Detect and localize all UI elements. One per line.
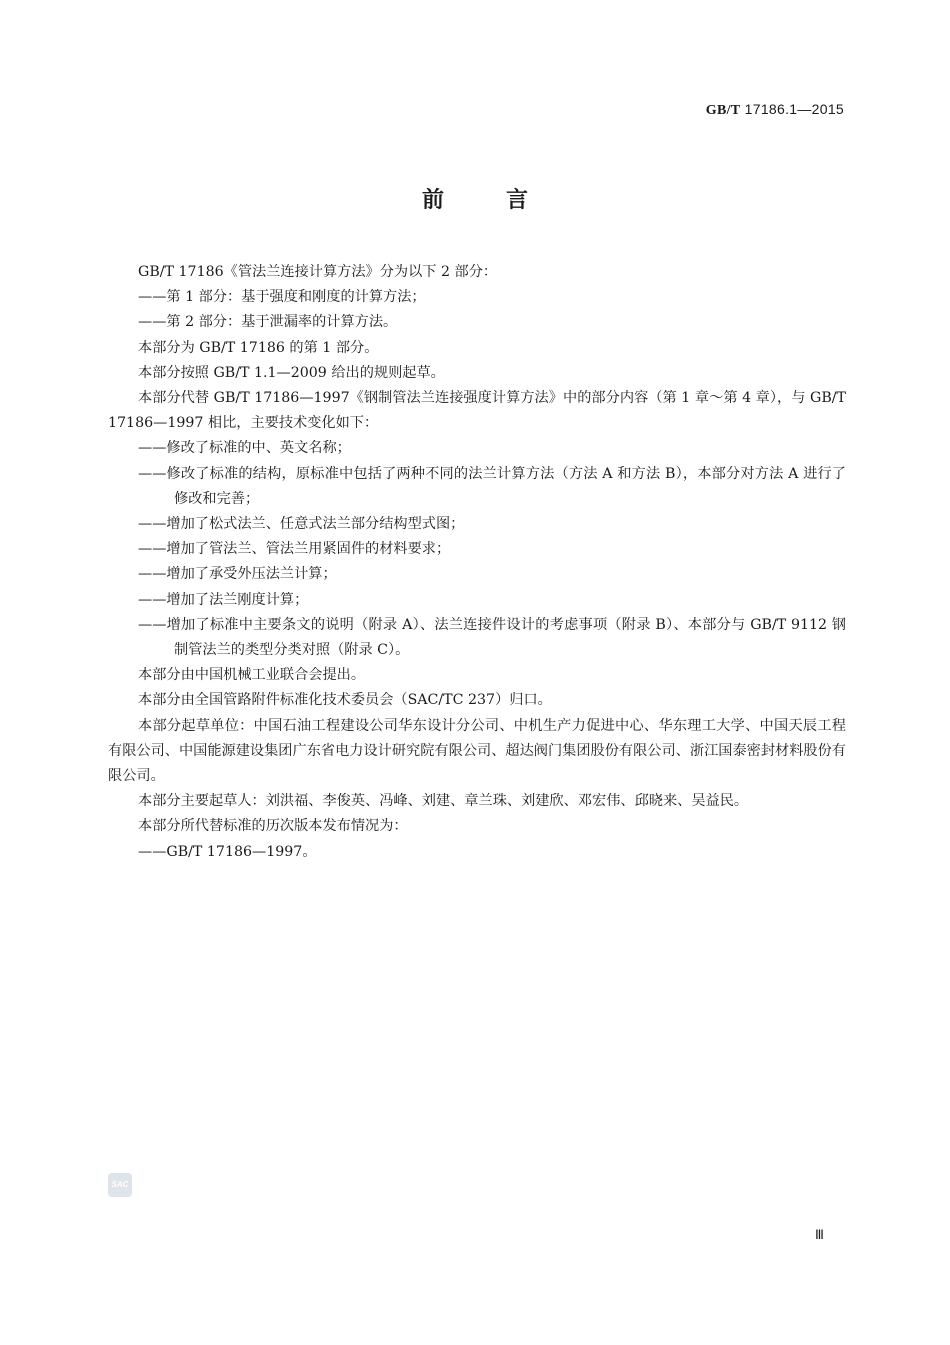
paragraph: 本部分由全国管路附件标准化技术委员会（SAC/TC 237）归口。: [138, 692, 552, 709]
list-item: ——第 2 部分：基于泄漏率的计算方法。: [138, 314, 398, 331]
list-item: ——第 1 部分：基于强度和刚度的计算方法；: [138, 289, 426, 306]
list-item: ——修改了标准的结构，原标准中包括了两种不同的法兰计算方法（方法 A 和方法 B），本部分对方法 A 进行了修改和完善；: [138, 465, 846, 507]
list-item: ——增加了法兰刚度计算；: [138, 591, 309, 608]
paragraph: 本部分按照 GB/T 1.1—2009 给出的规则起草。: [138, 364, 445, 381]
page-title: 前言: [421, 188, 590, 213]
paragraph: 本部分主要起草人：刘洪福、李俊英、冯峰、刘建、章兰珠、刘建欣、邓宏伟、邱晓来、吴益民。: [138, 793, 749, 810]
list-item: ——增加了管法兰、管法兰用紧固件的材料要求；: [138, 541, 451, 558]
list-item: ——GB/T 17186—1997。: [138, 843, 317, 860]
list-item: ——修改了标准的中、英文名称；: [138, 440, 351, 457]
list-item: ——增加了标准中主要条文的说明（附录 A）、法兰连接件设计的考虑事项（附录 B）、本部分与 GB/T 9112 钢制管法兰的类型分类对照（附录 C）。: [138, 616, 846, 659]
standard-prefix: GB/T: [705, 103, 741, 118]
standard-code-header: [706, 101, 844, 119]
paragraph: 本部分起草单位：中国石油工程建设公司华东设计分公司、中机生产力促进中心、华东理工大学、中国天辰工程有限公司、中国能源建设集团广东省电力设计研究院有限公司、超达阀门集团股份有限公司、浙江国泰密封材料股份有限公司。: [108, 717, 846, 785]
sac-logo: SAC: [108, 1173, 132, 1197]
paragraph: GB/T 17186《管法兰连接计算方法》分为以下 2 部分：: [138, 264, 498, 280]
paragraph: 本部分所代替标准的历次版本发布情况为：: [138, 818, 408, 835]
paragraph: 本部分由中国机械工业联合会提出。: [138, 667, 366, 684]
page-number: Ⅲ: [815, 1227, 824, 1242]
paragraph: 本部分为 GB/T 17186 的第 1 部分。: [138, 339, 379, 356]
list-item: ——增加了承受外压法兰计算；: [138, 566, 337, 583]
standard-number: 17186.1—2015: [744, 101, 844, 117]
list-item: ——增加了松式法兰、任意式法兰部分结构型式图；: [138, 516, 465, 533]
paragraph: 本部分代替 GB/T 17186—1997《钢制管法兰连接强度计算方法》中的部分内容（第 1 章～第 4 章），与 GB/T 17186—1997 相比，主要技术变化如下：: [108, 390, 846, 432]
document-body: [108, 260, 846, 865]
